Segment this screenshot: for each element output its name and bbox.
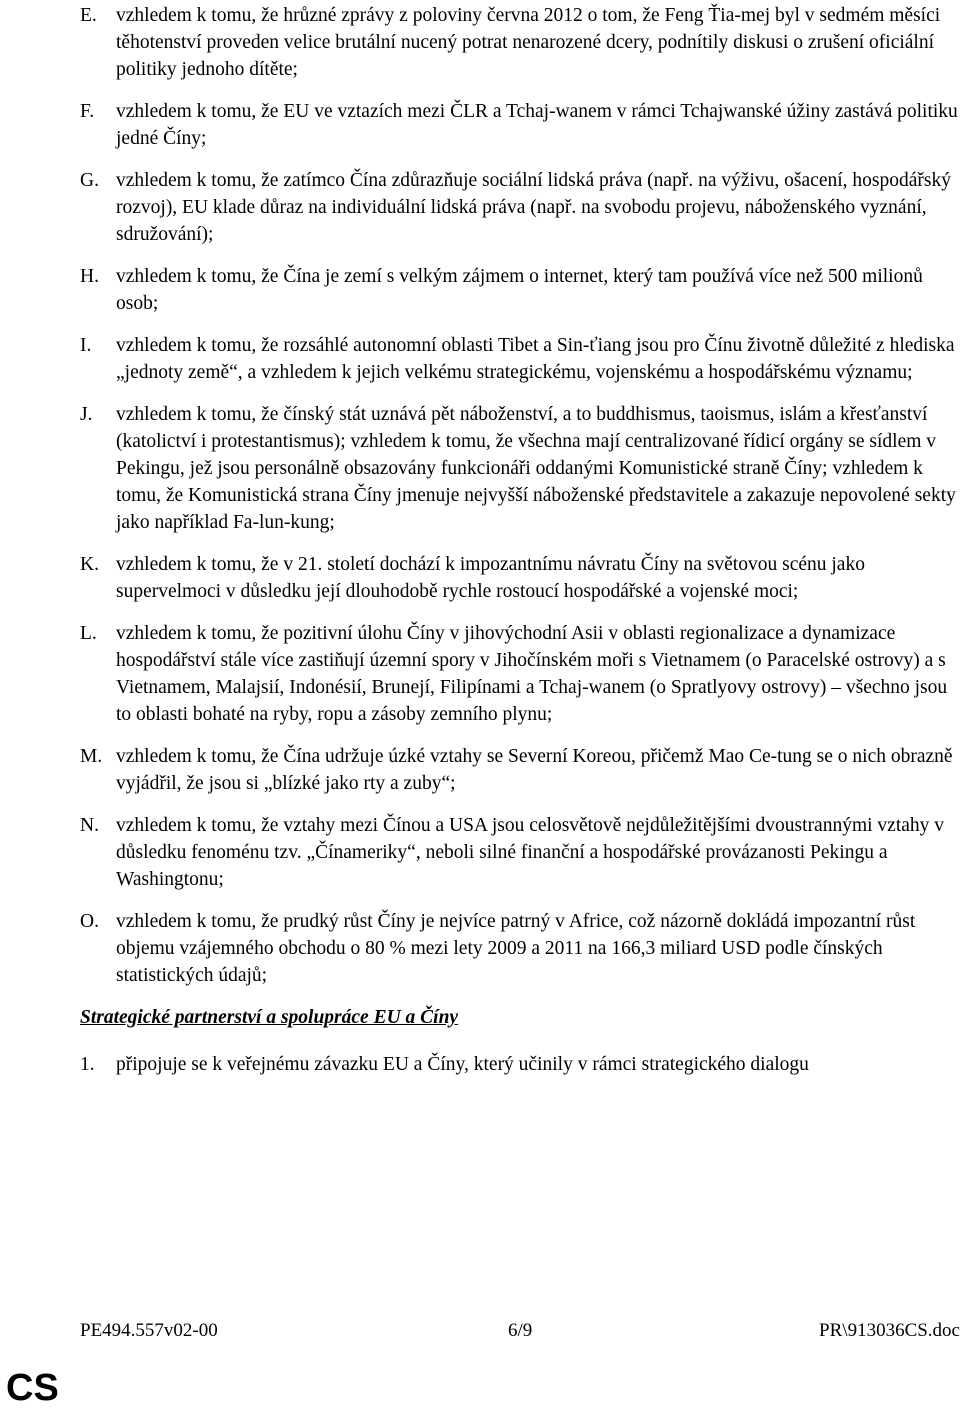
recital-o [80,908,960,989]
recital-mark: G. [80,170,99,191]
recital-g [80,167,960,248]
recital-text: vzhledem k tomu, že čínský stát uznává pět náboženství, a to buddhismus, taoismus, islám a křesťanství (katolictví i protestantismus); vzhledem k tomu, že všechna mají centralizované řídicí orgány se sídlem v Pekingu, jež jsou personálně obsazovány funkcionáři oddanými Komunistické straně Číny; vzhledem k tomu, že Komunistická strana Číny jmenuje nejvyšší náboženské představitele a zakazuje nepovolené sekty jako například Fa-lun-kung; [116,404,956,533]
recital-mark: K. [80,554,99,575]
footer-file-name: PR\913036CS.doc [819,1320,960,1341]
recital-j [80,401,960,536]
paragraph-number: 1. [80,1054,95,1075]
recital-l [80,620,960,728]
recital-mark: M. [80,746,103,767]
recital-text: vzhledem k tomu, že prudký růst Číny je nejvíce patrný v Africe, což názorně dokládá impozantní růst objemu vzájemného obchodu o 80 % mezi lety 2009 a 2011 na 166,3 miliard USD podle čínských statistických údajů; [116,911,916,986]
recital-k [80,551,960,605]
recital-mark: I. [80,335,92,356]
recital-mark: H. [80,266,99,287]
language-code: CS [6,1367,59,1409]
recital-e [80,2,960,83]
recital-mark: L. [80,623,97,644]
recital-text: vzhledem k tomu, že vztahy mezi Čínou a USA jsou celosvětově nejdůležitějšími dvoustrannými vztahy v důsledku fenoménu tzv. „Čínameriky“, neboli silné finanční a hospodářské provázanosti Pekingu a Washingtonu; [116,815,945,890]
recital-mark: E. [80,5,97,26]
recital-m [80,743,960,797]
recital-mark: O. [80,911,99,932]
recital-text: vzhledem k tomu, že zatímco Čína zdůrazňuje sociální lidská práva (např. na výživu, ošacení, hospodářský rozvoj), EU klade důraz na individuální lidská práva (např. na svobodu projevu, náboženského vyznání, sdružování); [116,170,951,245]
paragraph-text: připojuje se k veřejnému závazku EU a Číny, který učinily v rámci strategického dialogu [116,1054,809,1075]
paragraph-1 [80,1051,960,1078]
recital-mark: N. [80,815,99,836]
recital-i [80,332,960,386]
recital-text: vzhledem k tomu, že EU ve vztazích mezi ČLR a Tchaj-wanem v rámci Tchajwanské úžiny zastává politiku jedné Číny; [116,101,958,149]
recital-text: vzhledem k tomu, že pozitivní úlohu Číny v jihovýchodní Asii v oblasti regionalizace a dynamizace hospodářství stále více zastiňují územní spory v Jihočínském moři s Vietnamem (o Paracelské ostrovy) a s Vietnamem, Malajsií, Indonésií, Brunejí, Filipínami a Tchaj-wanem (o Spratlyovy ostrovy) – všechno jsou to oblasti bohaté na ryby, ropu a zásoby zemního plynu; [116,623,948,725]
recital-f [80,98,960,152]
footer-page-number: 6/9 [508,1320,533,1341]
page-footer [80,1319,960,1343]
section-heading: Strategické partnerství a spolupráce EU a Číny [80,1007,459,1028]
recital-n [80,812,960,893]
recital-h [80,263,960,317]
recitals-list [80,2,960,1093]
recital-text: vzhledem k tomu, že hrůzné zprávy z poloviny června 2012 o tom, že Feng Ťia-mej byl v sedmém měsíci těhotenství proveden velice brutální nucený potrat nenarozené dcery, podnítily diskusi o zrušení oficiální politiky jednoho dítěte; [116,5,941,80]
recital-text: vzhledem k tomu, že Čína je zemí s velkým zájmem o internet, který tam používá více než 500 milionů osob; [116,266,923,314]
recital-text: vzhledem k tomu, že Čína udržuje úzké vztahy se Severní Koreou, přičemž Mao Ce-tung se o nich obrazně vyjádřil, že jsou si „blízké jako rty a zuby“; [116,746,953,794]
recital-mark: F. [80,101,95,122]
recital-text: vzhledem k tomu, že rozsáhlé autonomní oblasti Tibet a Sin-ťiang jsou pro Čínu životně důležité z hlediska „jednoty země“, a vzhledem k jejich velkému strategickému, vojenskému a hospodářskému významu; [116,335,955,383]
recital-mark: J. [80,404,93,425]
recital-text: vzhledem k tomu, že v 21. století dochází k impozantnímu návratu Číny na světovou scénu jako supervelmoci v důsledku její dlouhodobě rychle rostoucí hospodářské a vojenské moci; [116,554,865,602]
footer-doc-ref: PE494.557v02-00 [80,1320,218,1341]
